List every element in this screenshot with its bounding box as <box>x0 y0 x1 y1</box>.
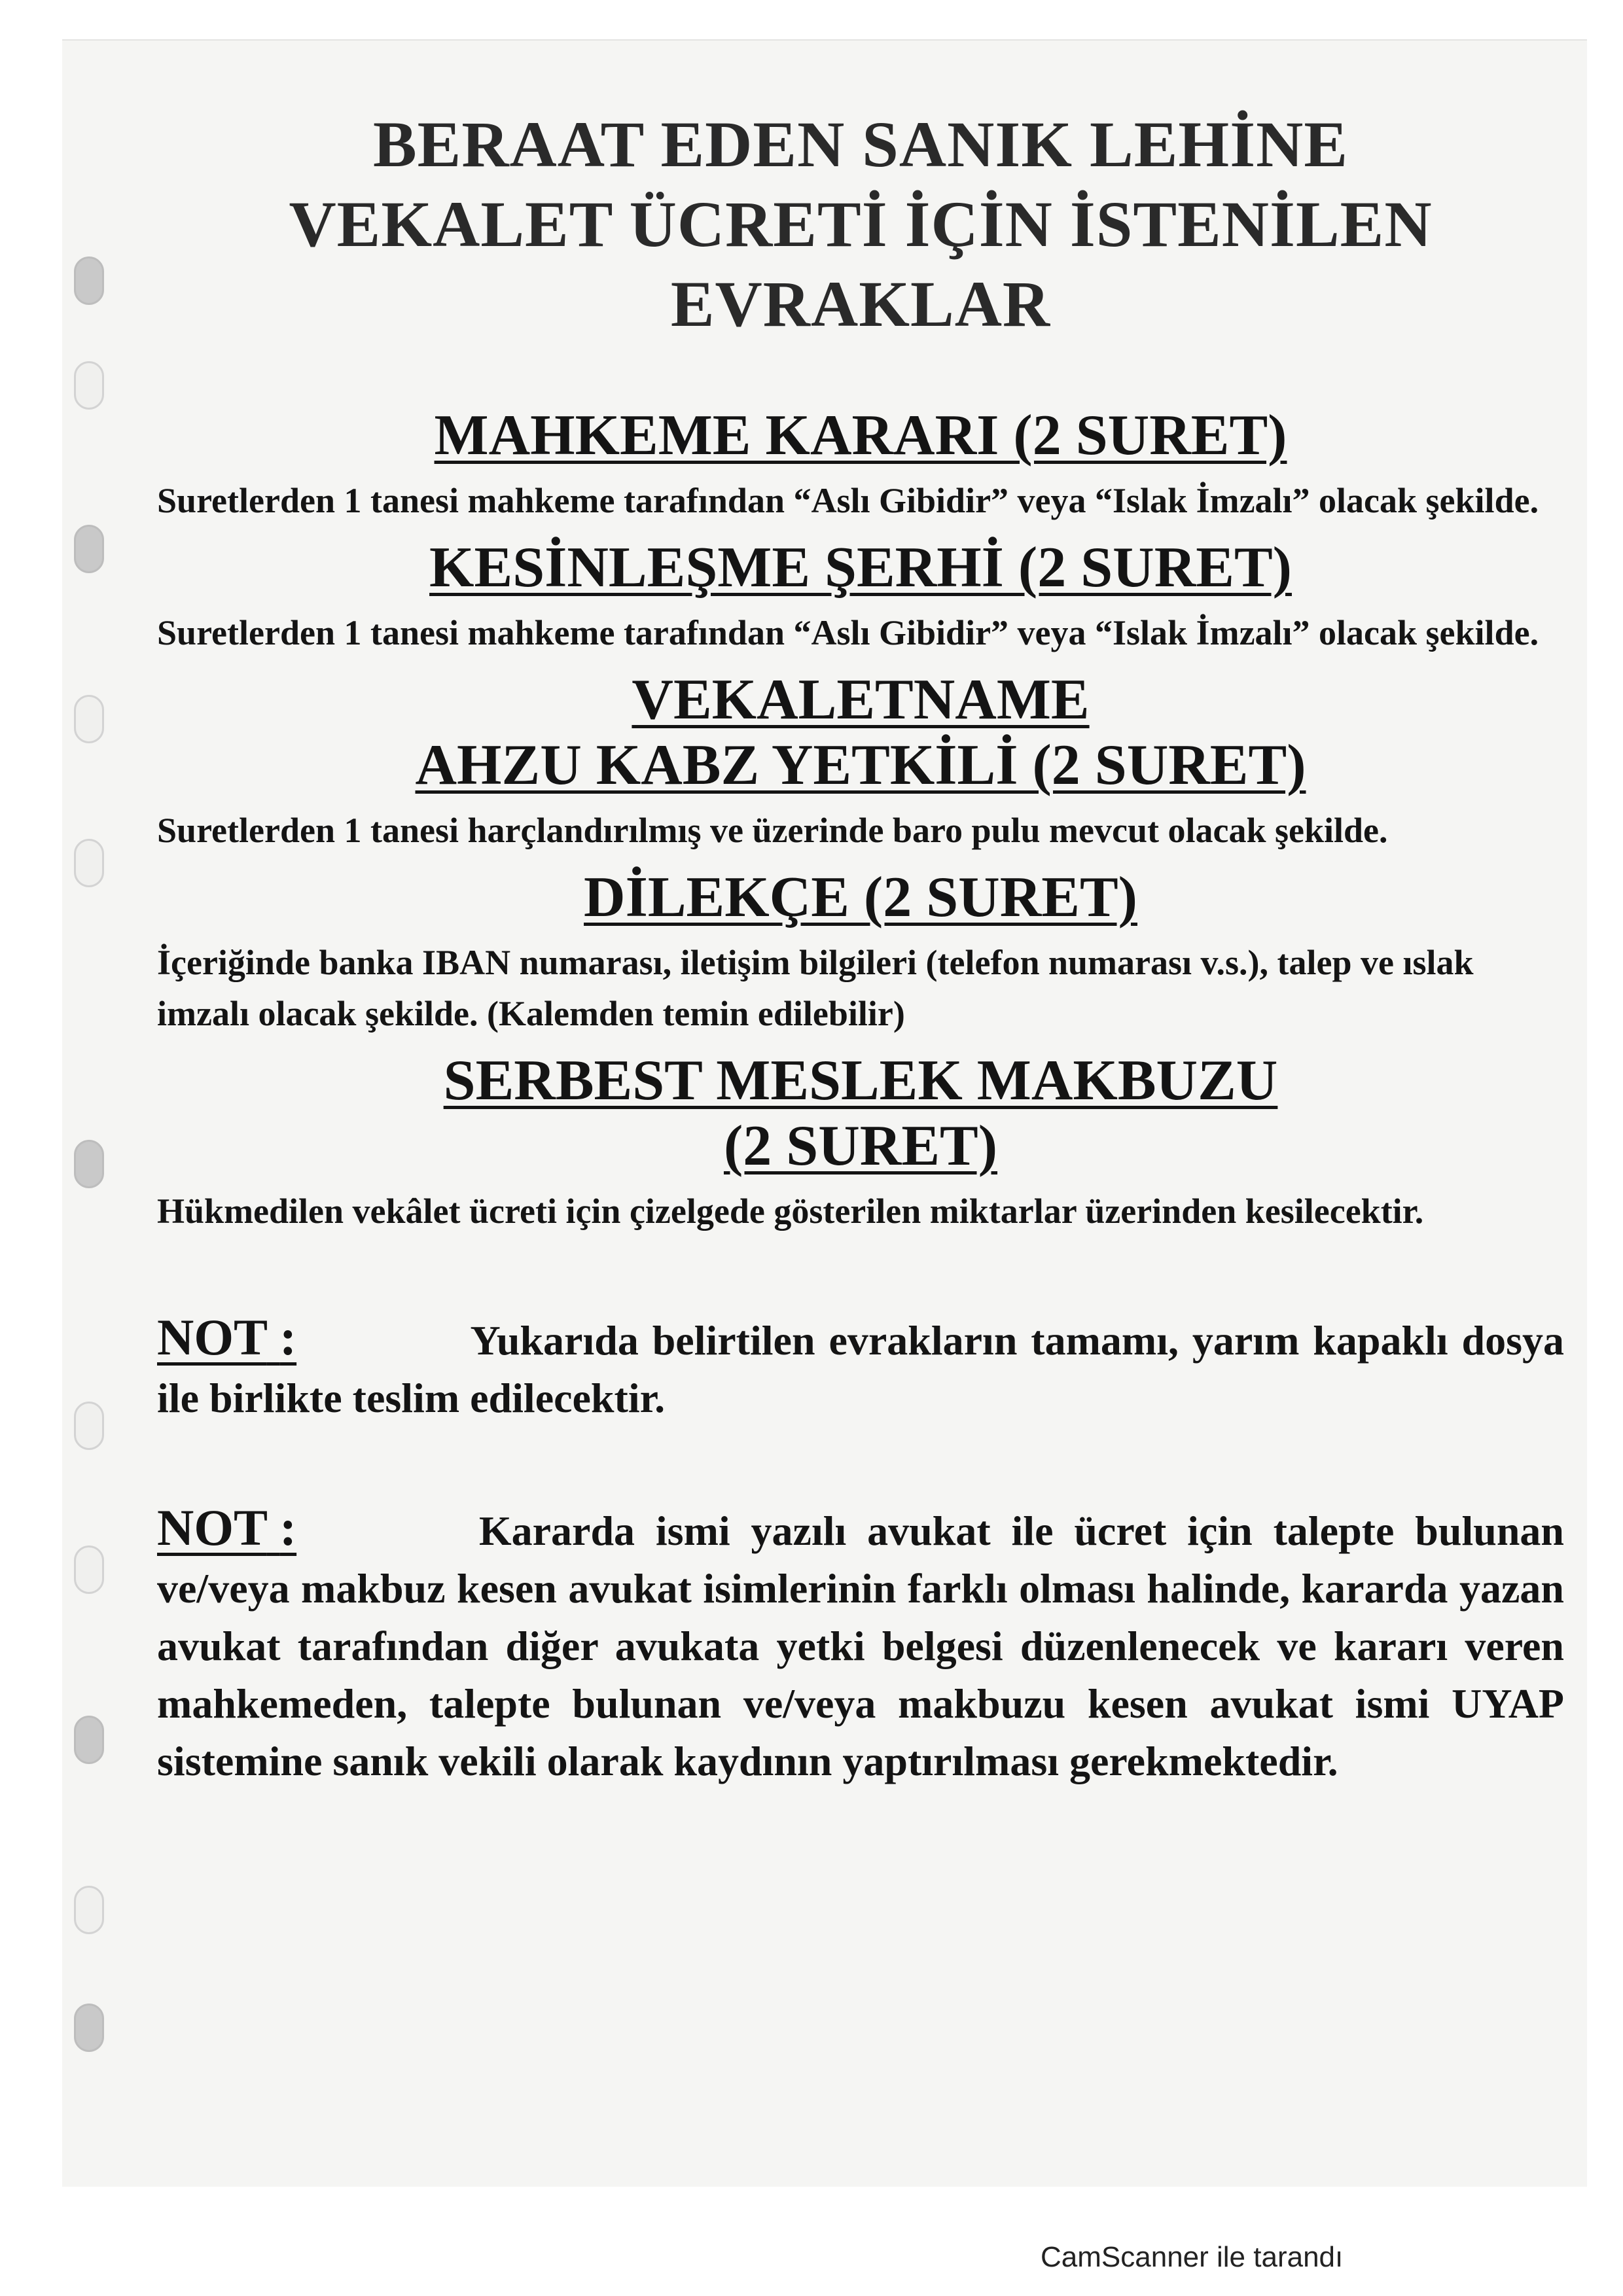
title-line: EVRAKLAR <box>670 268 1051 340</box>
section-heading: KESİNLEŞME ŞERHİ (2 SURET) <box>429 536 1292 599</box>
section-description: Suretlerden 1 tanesi mahkeme tarafından “Aslı Gibidir” veya “Islak İmzalı” olacak şekilde. <box>157 613 1539 652</box>
punch-hole <box>74 2004 104 2052</box>
punch-hole <box>74 256 104 305</box>
note-text: Yukarıda belirtilen evrakların tamamı, yarım kapaklı dosya ile birlikte teslim edilecektir. <box>157 1317 1565 1421</box>
note-second <box>157 1499 1564 1790</box>
section-court-decision <box>157 403 1564 526</box>
section-description: Suretlerden 1 tanesi harçlandırılmış ve üzerinde baro pulu mevcut olacak şekilde. <box>157 811 1388 850</box>
document-title <box>157 105 1564 344</box>
section-description: İçeriğinde banka IBAN numarası, iletişim bilgileri (telefon numarası v.s.), talep ve ıslak imzalı olacak şekilde. (Kalemden temin edilebilir) <box>157 943 1474 1033</box>
punch-hole <box>74 1545 104 1594</box>
section-finality-annotation <box>157 535 1564 658</box>
punch-hole <box>74 1402 104 1450</box>
note-first <box>157 1309 1564 1427</box>
section-freelance-receipt <box>157 1048 1564 1237</box>
section-power-of-attorney <box>157 667 1564 856</box>
punch-hole <box>74 1140 104 1188</box>
title-line: VEKALET ÜCRETİ İÇİN İSTENİLEN <box>289 188 1433 260</box>
section-heading: MAHKEME KARARI (2 SURET) <box>434 404 1287 467</box>
note-label: NOT : <box>157 1499 297 1556</box>
section-heading: SERBEST MESLEK MAKBUZU (2 SURET) <box>443 1049 1278 1178</box>
section-description: Hükmedilen vekâlet ücreti için çizelgede gösterilen miktarlar üzerinden kesilecektir. <box>157 1192 1424 1231</box>
section-heading: DİLEKÇE (2 SURET) <box>584 866 1137 929</box>
punch-hole <box>74 1716 104 1764</box>
punch-hole <box>74 1886 104 1934</box>
title-line: BERAAT EDEN SANIK LEHİNE <box>372 108 1349 181</box>
punch-hole <box>74 361 104 410</box>
note-label: NOT : <box>157 1309 297 1366</box>
section-petition <box>157 865 1564 1039</box>
scanner-watermark: CamScanner ile tarandı <box>1041 2241 1344 2273</box>
punch-hole <box>74 525 104 573</box>
punch-hole <box>74 839 104 887</box>
document-content <box>157 105 1564 1862</box>
section-heading: VEKALETNAME AHZU KABZ YETKİLİ (2 SURET) <box>415 668 1306 797</box>
section-description: Suretlerden 1 tanesi mahkeme tarafından “Aslı Gibidir” veya “Islak İmzalı” olacak şekilde. <box>157 481 1539 520</box>
note-text: Kararda ismi yazılı avukat ile ücret için talepte bulunan ve/veya makbuz kesen avukat isimlerinin farklı olması halinde, kararda yazan avukat tarafından diğer avukata yetki belgesi düzenlenecek ve kararı veren mahkemeden, talepte bulunan ve/veya makbuzu kesen avukat ismi UYAP sistemine sanık vekili olarak kaydının yaptırılması gerekmektedir. <box>157 1508 1565 1784</box>
punch-hole <box>74 695 104 743</box>
